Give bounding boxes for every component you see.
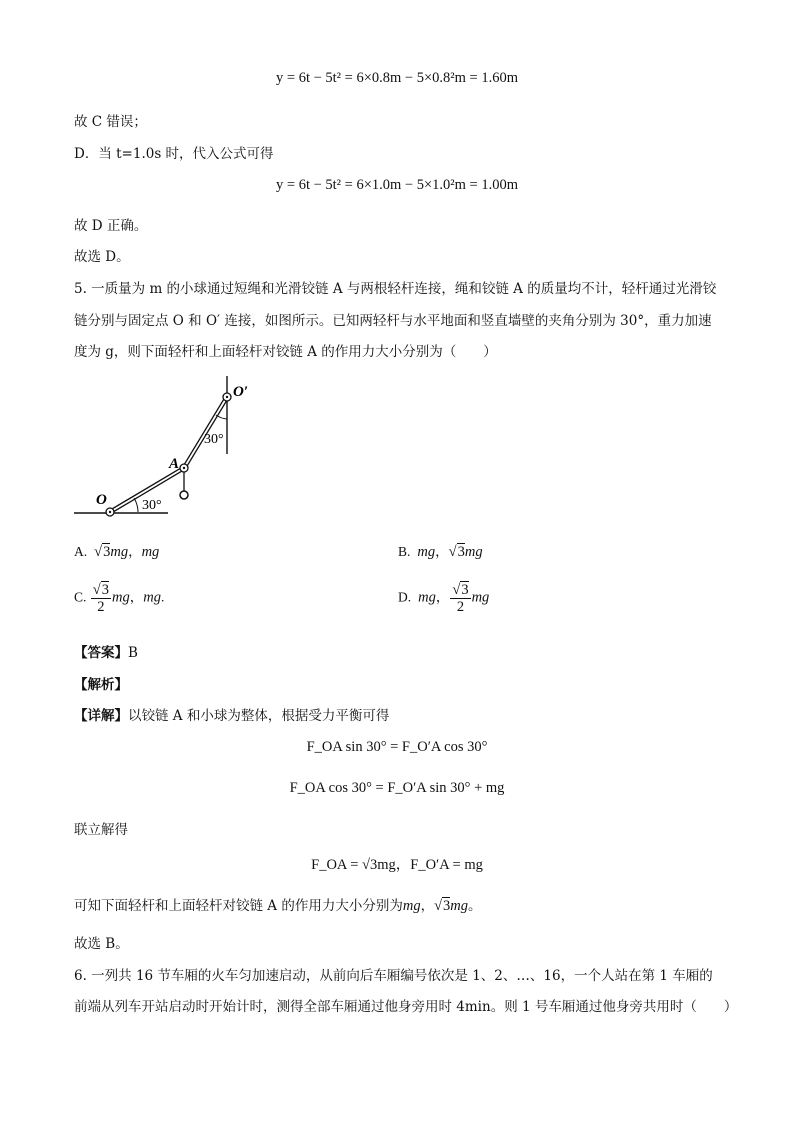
- hinge-rod-figure: [70, 368, 270, 518]
- question-6-line1: 6. 一列共 16 节车厢的火车匀加速启动，从前向后车厢编号依次是 1、2、…、16，一个人站在第 1 车厢的: [74, 968, 713, 984]
- option-D[interactable]: D. mg， $\frac{√3}{2}$ mg: [398, 582, 490, 615]
- question-6-line2: 前端从列车开站启动时开始计时，测得全部车厢通过他身旁用时 4min。则 1 号车厢通过他身旁共用时（ ）: [74, 999, 738, 1015]
- detail-text: 以铰链 A 和小球为整体，根据受力平衡可得: [128, 708, 390, 724]
- angle-arc-top: [216, 415, 227, 419]
- solve-text: 联立解得: [74, 822, 128, 838]
- equation-3: F_OA = √3mg，F_O′A = mg: [311, 857, 483, 873]
- option-A[interactable]: A. √3mg，mg: [74, 544, 160, 560]
- equation-c: y = 6t − 5t² = 6×0.8m − 5×0.8²m = 1.60m: [276, 70, 518, 86]
- answer-value: B: [128, 645, 138, 661]
- option-B[interactable]: B. mg，√3mg: [398, 544, 483, 560]
- analysis-tag: 【解析】: [74, 677, 128, 693]
- text-d-intro: D．当 t=1.0s 时，代入公式可得: [74, 146, 274, 162]
- label-Oprime: O′: [233, 384, 249, 400]
- detail-line: [74, 704, 389, 724]
- conclusion-line: 可知下面轻杆和上面轻杆对铰链 A 的作用力大小分别为mg，√3mg。: [74, 898, 482, 914]
- text-d-right: 故 D 正确。: [74, 218, 148, 234]
- ball: [180, 491, 188, 499]
- answer-line: [74, 641, 138, 661]
- equation-2: F_OA cos 30° = F_O′A sin 30° + mg: [289, 780, 505, 796]
- question-5-line2: 链分别与固定点 O 和 O′ 连接，如图所示。已知两轻杆与水平地面和竖直墙壁的夹角分别为 30°，重力加速: [74, 313, 712, 329]
- label-O: O: [96, 492, 107, 508]
- choose-b: 故选 B。: [74, 936, 129, 952]
- label-A: A: [169, 456, 180, 472]
- question-5-line1: 5. 一质量为 m 的小球通过短绳和光滑铰链 A 与两根轻杆连接，绳和铰链 A 的质量均不计，轻杆通过光滑铰: [74, 281, 717, 297]
- angle-label-bottom: 30°: [142, 498, 162, 513]
- equation-d: y = 6t − 5t² = 6×1.0m − 5×1.0²m = 1.00m: [276, 177, 518, 193]
- detail-tag: 【详解】: [74, 708, 128, 724]
- option-C[interactable]: C. $\frac{√3}{2}$ mg，mg.: [74, 582, 165, 615]
- angle-label-top: 30°: [204, 432, 224, 447]
- equation-1: F_OA sin 30° = F_O′A cos 30°: [306, 739, 488, 755]
- angle-arc-bottom: [134, 498, 138, 512]
- question-5-line3: 度为 g，则下面轻杆和上面轻杆对铰链 A 的作用力大小分别为（ ）: [74, 344, 497, 360]
- text-c-wrong: 故 C 错误；: [74, 114, 147, 130]
- text-choose-d: 故选 D。: [74, 249, 130, 265]
- answer-tag: 【答案】: [74, 645, 128, 661]
